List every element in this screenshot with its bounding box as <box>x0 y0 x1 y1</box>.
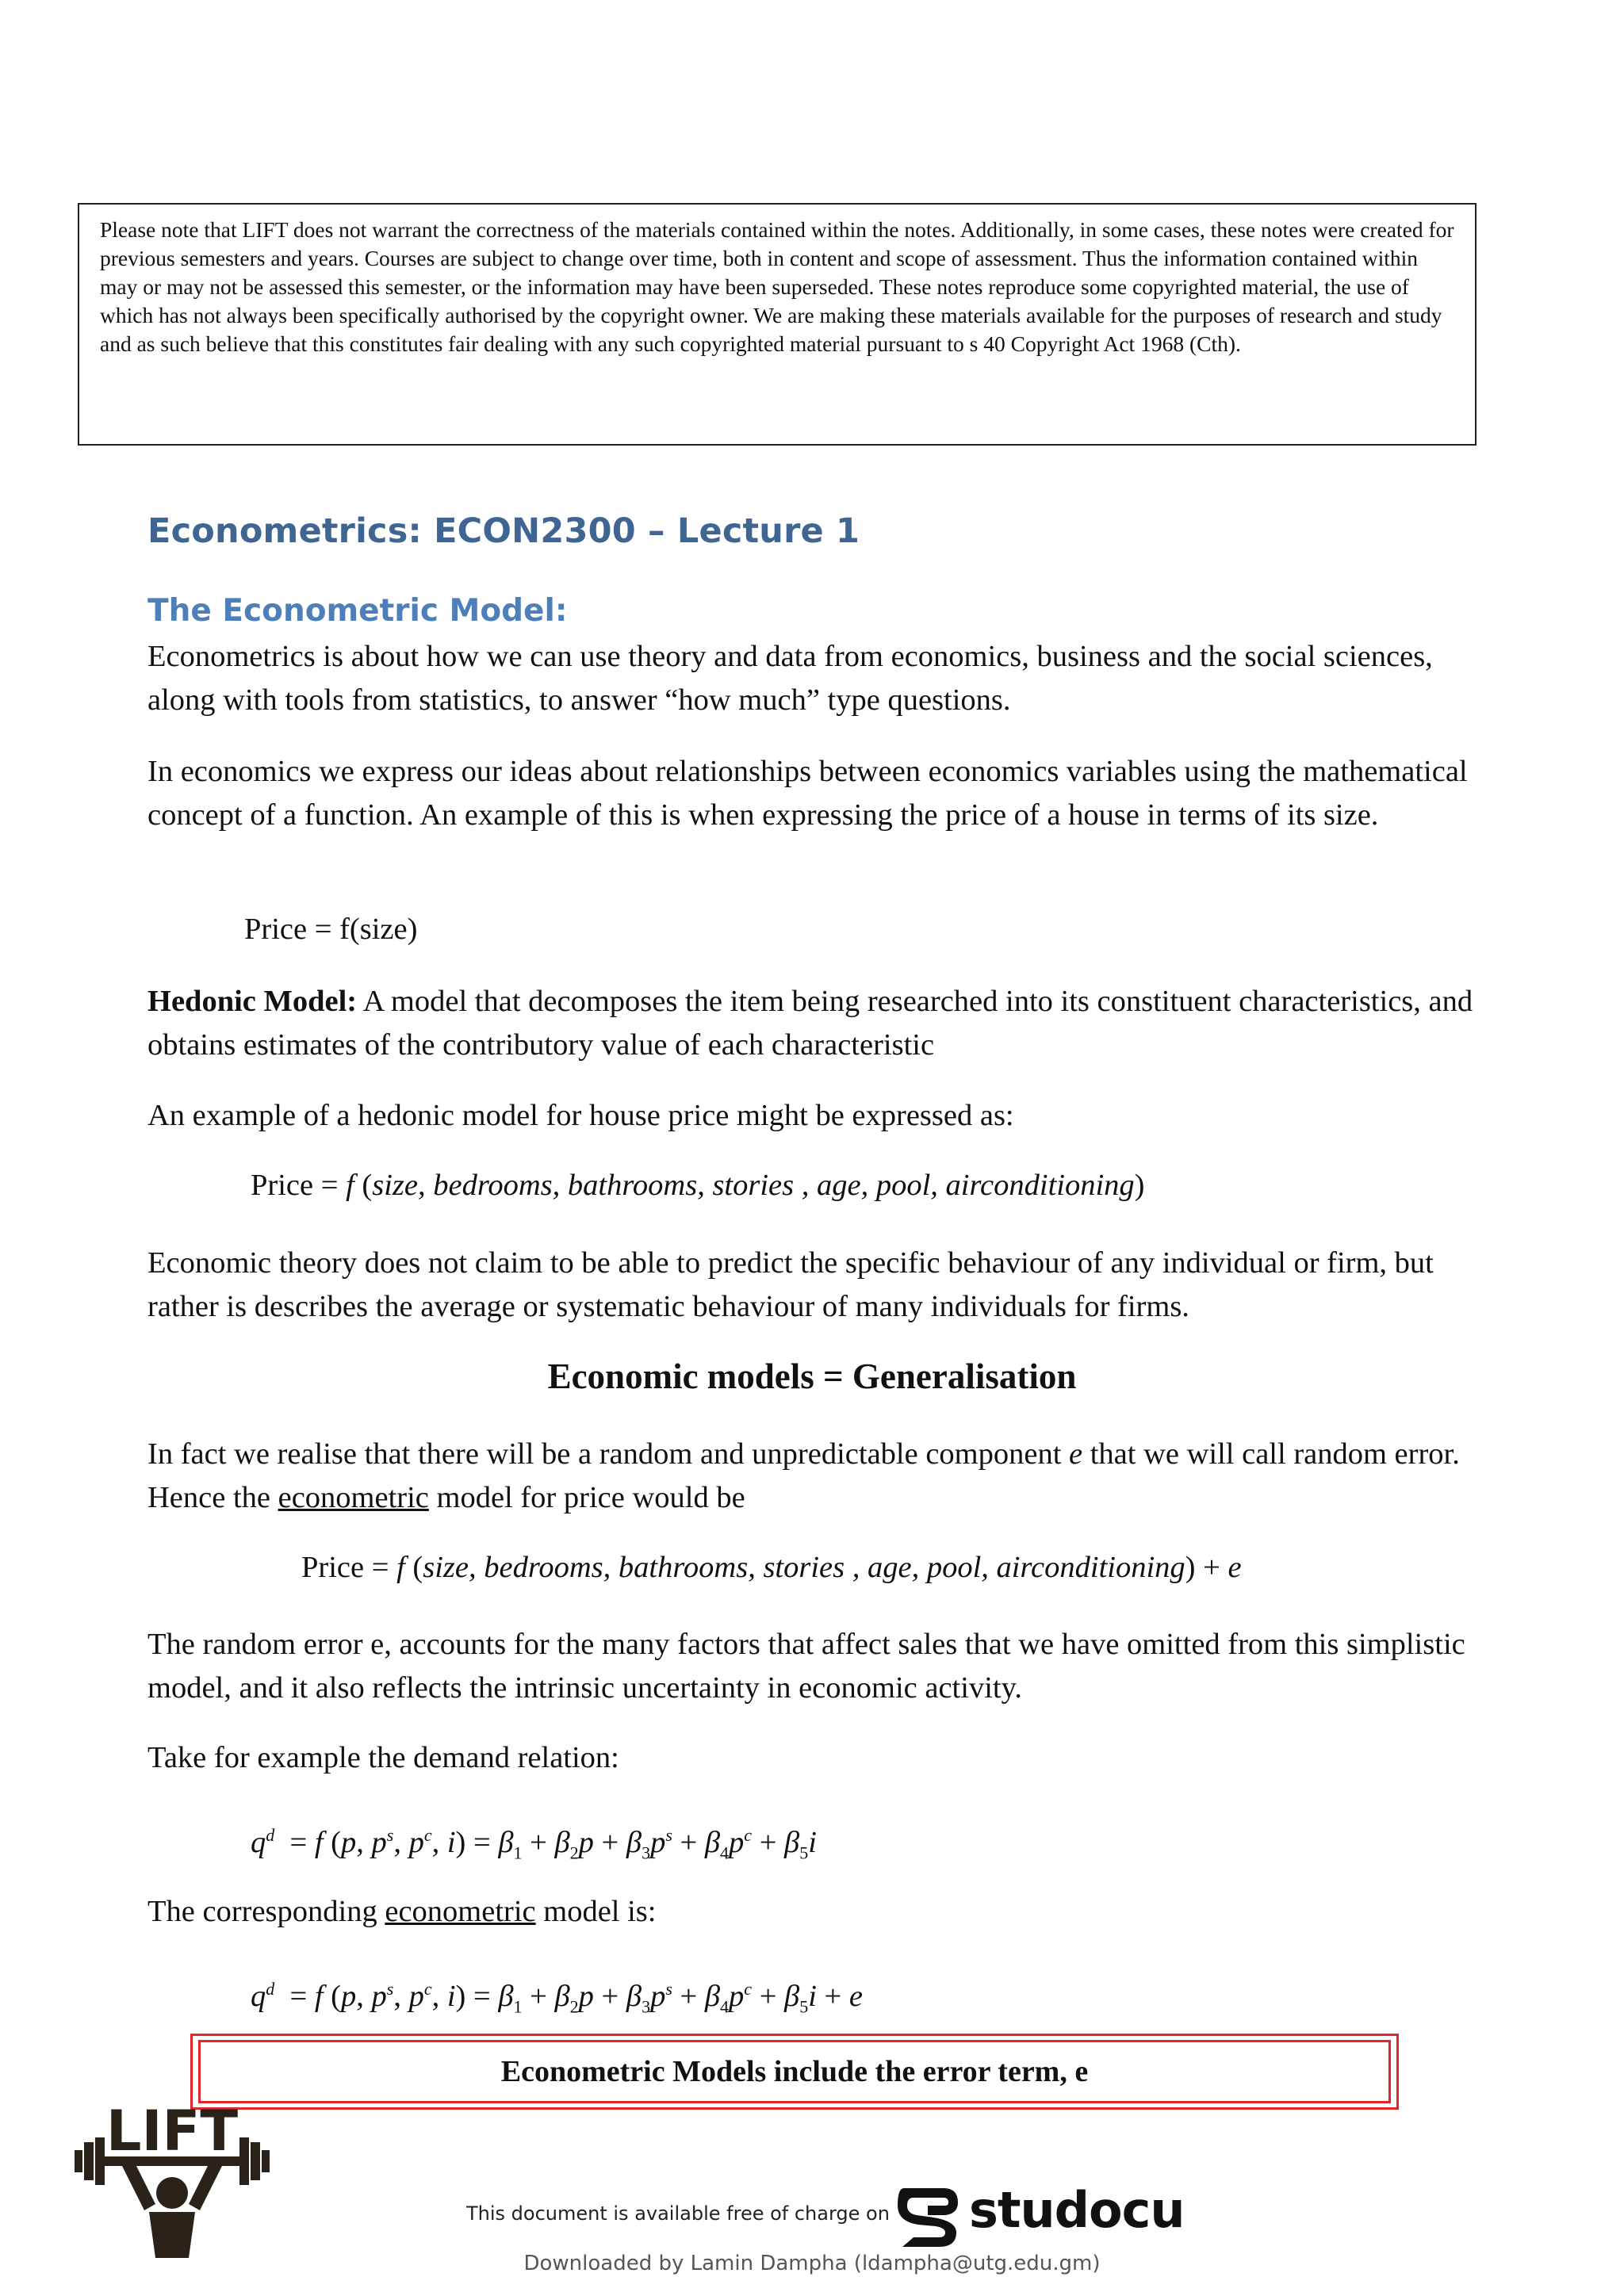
lift-logo <box>73 2099 271 2258</box>
equation-hedonic-error: Price = f (size, bedrooms, bathrooms, stories , age, pool, airconditioning) + e <box>301 1551 1242 1584</box>
disclaimer-text: Please note that LIFT does not warrant the correctness of the materials contained within the notes. Additionally, in some cases, these notes were created for previous semesters and years. Courses are subject to change over time, both in content and scope of assessment. Thus the information contained within may or may not be assessed this semester, or the information may have been superseded. These notes reproduce some copyrighted material, the use of which has not always been specifically authorised by the copyright owner. We are making these materials available for the purposes of research and study and as such believe that this constitutes fair dealing with any such copyrighted material pursuant to s 40 Copyright Act 1968 (Cth). <box>100 217 1454 356</box>
disclaimer-box <box>78 203 1477 446</box>
equation-hedonic-args: size, bedrooms, bathrooms, stories , age, pool, airconditioning <box>372 1169 1135 1202</box>
econometric-term: econometric <box>278 1481 429 1514</box>
hedonic-definition: A model that decomposes the item being researched into its constituent characteristics, and obtains estimates of the contributory value of each characteristic <box>147 985 1473 1062</box>
econometric-term-2: econometric <box>385 1895 536 1928</box>
paragraph-theory: Economic theory does not claim to be able to predict the specific behaviour of any individual or firm, but rather is describes the average or systematic behaviour of many individuals for firms. <box>147 1246 1434 1323</box>
hedonic-label: Hedonic Model: <box>147 985 358 1018</box>
equation-hedonic: Price = f (size, bedrooms, bathrooms, stories , age, pool, airconditioning) <box>251 1169 1145 1202</box>
paragraph-intro: Econometrics is about how we can use theory and data from economics, business and the social sciences, along with tools from statistics, to answer “how much” type questions. <box>147 640 1433 717</box>
logo-text: LIFT <box>105 2099 239 2164</box>
para5-e: e <box>1069 1437 1083 1471</box>
equation-demand-error: $q^d = f$ (p, $p^s$, $p^c$, $i) = \beta_1 + \beta_2p + \beta_3p^s + \beta_4p^c + \beta_5i + e$ <box>251 1979 863 2017</box>
paragraph-random-error <box>147 1433 1496 1520</box>
footer-availability: This document is available free of charge on <box>466 2202 890 2225</box>
equation-hedonic-prefix: Price <box>251 1169 314 1202</box>
equation-price-size: Price = f(size) <box>244 913 418 946</box>
page-title: Econometrics: ECON2300 – Lecture 1 <box>147 511 860 551</box>
paragraph-hedonic <box>147 980 1496 1067</box>
paragraph-demand: Take for example the demand relation: <box>147 1741 619 1774</box>
equation-error-prefix: Price <box>301 1551 365 1584</box>
section-heading: The Econometric Model: <box>147 593 568 629</box>
para5-part3: model for price would be <box>428 1481 745 1514</box>
para8-part1: The corresponding <box>147 1895 385 1928</box>
callout-text: Econometric Models include the error term, e <box>500 2055 1089 2088</box>
paragraph-econometric-model <box>147 1890 1496 1934</box>
para8-part2: model is: <box>535 1895 657 1928</box>
generalisation-heading: Economic models = Generalisation <box>547 1357 1077 1396</box>
paragraph-hedonic-example: An example of a hedonic model for house price might be expressed as: <box>147 1099 1014 1132</box>
equation-demand: $q^d = f$ (p, $p^s$, $p^c$, $i) = \beta_1 + \beta_2p + \beta_3p^s + \beta_4p^c + \beta_5i$ <box>251 1825 817 1863</box>
paragraph-function: In economics we express our ideas about relationships between economics variables using the mathematical concept of a function. An example of this is when expressing the price of a house in terms of its size. <box>147 755 1468 832</box>
equation-error-args: size, bedrooms, bathrooms, stories , age, pool, airconditioning <box>423 1551 1185 1584</box>
para5-part1: In fact we realise that there will be a random and unpredictable component <box>147 1437 1070 1471</box>
paragraph-error-explained: The random error e, accounts for the many factors that affect sales that we have omitted from this simplistic model, and it also reflects the intrinsic uncertainty in economic activity. <box>147 1628 1465 1705</box>
para5-part2: that we will call random error. Hence the <box>147 1437 1460 1514</box>
studocu-brand[interactable]: studocu <box>969 2181 1185 2239</box>
callout-box <box>198 2040 1391 2103</box>
studocu-logo-icon <box>896 2182 963 2250</box>
footer-download: Downloaded by Lamin Dampha (ldampha@utg.edu.gm) <box>523 2252 1101 2275</box>
